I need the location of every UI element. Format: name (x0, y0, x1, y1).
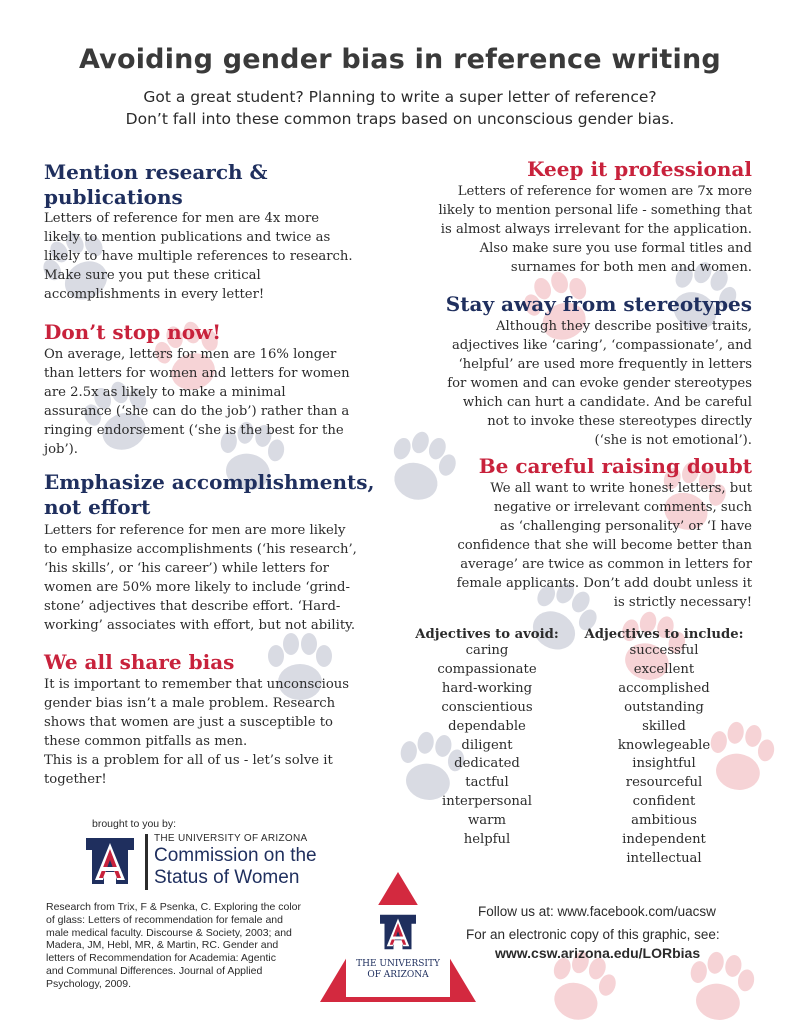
section-research (44, 160, 394, 304)
adjective-item: confident (632, 794, 696, 810)
section-heading: Mention research & publications (44, 160, 268, 209)
org-name-line-1: Commission on the (154, 845, 317, 866)
triangle-logo-icon (377, 911, 419, 953)
section-professional (400, 157, 752, 277)
adjectives-include-list (574, 642, 754, 869)
adjective-item: conscientious (441, 699, 533, 715)
adjective-item: helpful (463, 832, 511, 848)
adjective-item: independent (622, 832, 706, 848)
adjective-item: warm (468, 813, 506, 829)
org-university-name: THE UNIVERSITY OF ARIZONA (154, 833, 308, 844)
electronic-copy-text: For an electronic copy of this graphic, see: (466, 927, 720, 942)
adjective-item: outstanding (624, 699, 704, 715)
triangle-name-line-1: THE UNIVERSITY (356, 959, 440, 969)
adjective-item: hard-working (441, 680, 533, 696)
subtitle-line-1: Got a great student? Planning to write a super letter of reference? (143, 88, 657, 106)
adjectives-avoid-heading: Adjectives to avoid: (415, 627, 559, 642)
section-text: Letters of reference for women are 7x more likely to mention personal life - something that is almost always irrelevant for the application. Also make sure you use formal titles and surnames for both men and women. (438, 184, 752, 275)
adjective-item: ambitious (631, 813, 697, 829)
subtitle-line-2: Don’t fall into these common traps based on unconscious gender bias. (125, 110, 675, 128)
section-accomplishments (44, 470, 399, 635)
brought-by-label: brought to you by: (92, 818, 177, 830)
section-stereotypes (400, 292, 752, 450)
section-doubt (400, 454, 752, 612)
adjective-item: accomplished (618, 680, 710, 696)
section-text: We all want to write honest letters, but negative or irrelevant comments, such as ‘challenging personality’ or ‘I have confidence that she will become better than average’ are twice as common in letters for female applicants. Don’t add doubt unless it is strictly necessary! (456, 481, 752, 610)
citation-text: Research from Trix, F & Psenka, C. Exploring the color of glass: Letters of recommendation for female and male medical faculty. Discourse & Society, 2003; and Madera, JM, Hebl, MR, & Martin, RC. Gender and letters of Recommendation for Academia: Agentic and Communal Differences. Journal of Applied Psychology, 2009. (46, 901, 302, 990)
section-heading: Don’t stop now! (44, 320, 222, 344)
adjective-item: dependable (448, 718, 526, 734)
section-text: Letters of reference for men are 4x more likely to mention publications and twice as likely to have multiple references to research. Make sure you put these critical accomplishments in every letter! (44, 211, 353, 302)
adjective-item: skilled (642, 718, 686, 734)
section-dont-stop (44, 320, 394, 459)
adjective-item: dedicated (454, 756, 520, 772)
adjectives-avoid (406, 627, 568, 850)
section-heading: Keep it professional (527, 157, 752, 181)
org-name-line-2: Status of Women (154, 867, 300, 888)
section-text: On average, letters for men are 16% longer than letters for women and letters for women are 2.5x as likely to make a minimal assurance (‘she can do the job’) rather than a ringing endorsement (‘she is the best for the job’). (44, 347, 350, 457)
triangle-name-line-2: OF ARIZONA (367, 970, 429, 980)
adjectives-avoid-list (406, 642, 568, 850)
triangle-university-name (346, 959, 450, 981)
section-heading: Be careful raising doubt (478, 454, 752, 478)
section-text: It is important to remember that unconscious gender bias isn’t a male problem. Research shows that women are just a susceptible to these common pitfalls as men. This is a problem for all of us - let’s solve it together! (44, 677, 350, 787)
adjective-item: knowlegeable (617, 737, 711, 753)
section-heading: We all share bias (44, 650, 235, 674)
adjective-item: caring (465, 643, 509, 658)
adjective-item: intellectual (626, 850, 702, 866)
adjectives-include (574, 627, 754, 869)
adjective-item: tactful (465, 775, 509, 791)
section-share-bias (44, 650, 394, 789)
adjective-item: compassionate (437, 661, 537, 677)
adjective-item: insightful (632, 756, 696, 772)
electronic-copy-url[interactable]: www.csw.arizona.edu/LORbias (495, 945, 701, 961)
section-heading: Emphasize accomplishments, not effort (44, 470, 375, 519)
adjective-item: resourceful (625, 775, 703, 791)
adjective-item: successful (629, 643, 699, 658)
adjective-item: diligent (461, 737, 513, 753)
logo-divider (145, 834, 148, 890)
university-logo-icon (82, 834, 138, 888)
facebook-link[interactable]: Follow us at: www.facebook.com/uacsw (478, 904, 716, 919)
adjective-item: excellent (633, 661, 695, 677)
section-heading: Stay away from stereotypes (445, 292, 752, 316)
page-title: Avoiding gender bias in reference writing (79, 44, 721, 75)
section-text: Although they describe positive traits, adjectives like ‘caring’, ‘compassionate’, and ‘helpful’ are used more frequently in letters for women and can evoke gender stereotypes which can hurt a candidate. And be careful not to invoke these stereotypes directly (‘she is not emotional’). (447, 319, 752, 448)
section-text: Letters for reference for men are more likely to emphasize accomplishments (‘his research’, ‘his skills’, or ‘his career’) while letters for women are 50% more likely to include ‘grind- stone’ adjectives that describe effort. ‘Hard- working’ associates with effort, but not ability. (44, 523, 357, 633)
adjectives-include-heading: Adjectives to include: (584, 627, 744, 642)
adjective-item: interpersonal (442, 794, 532, 810)
